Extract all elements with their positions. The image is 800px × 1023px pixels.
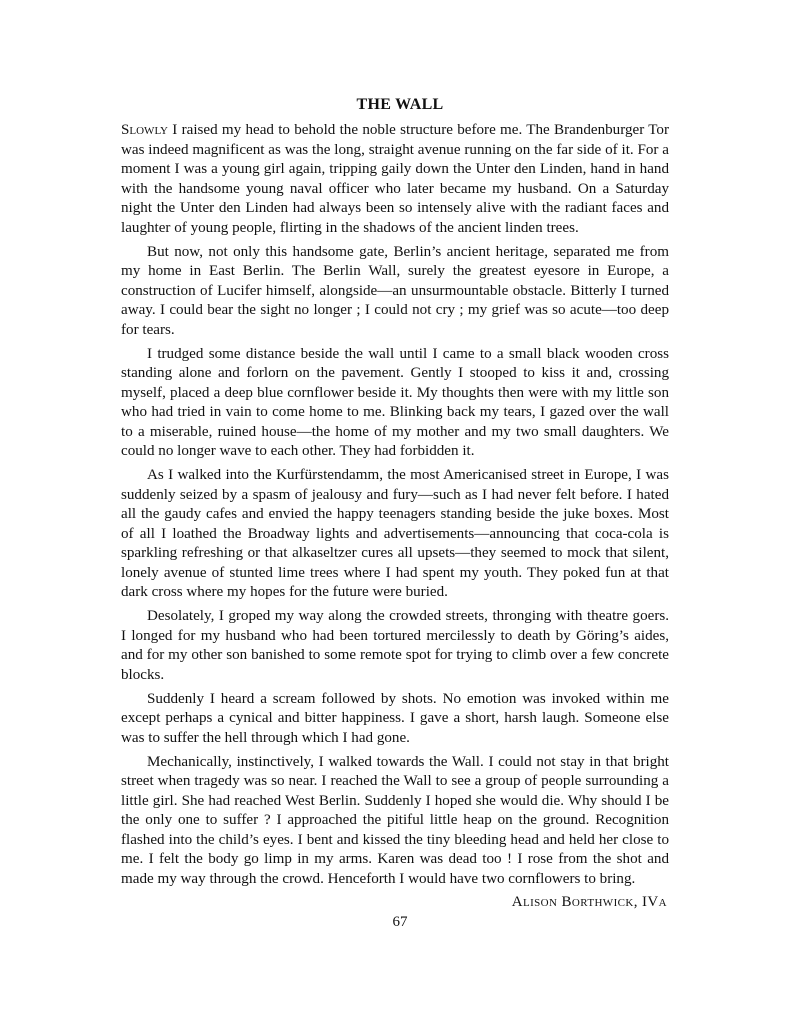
- paragraph-3: I trudged some distance beside the wall until I came to a small black wooden cross standing alone and forlorn on the pavement. Gently I stooped to kiss it and, crossing myself, placed a deep blue cornflower beside it. My thoughts then were with my little son who had tried in vain to come home to me. Blinking back my tears, I gazed over the wall to a miserable, ruined house—the home of my mother and my two small daughters. We could no longer wave to each other. They had forbidden it.: [121, 345, 669, 459]
- author-byline: Alison Borthwick, IVa: [511, 893, 667, 910]
- page-title: THE WALL: [356, 96, 444, 113]
- article-body: [121, 121, 669, 912]
- paragraph-5: Desolately, I groped my way along the crowded streets, thronging with theatre goers. I longed for my husband who had been tortured mercilessly to death by Göring’s aides, and for my other son banished to some remote spot for trying to climb over a few concrete blocks.: [121, 608, 669, 683]
- paragraph-1: [121, 121, 669, 238]
- paragraph-1-lead-word: Slowly: [121, 122, 169, 138]
- paragraph-7: Mechanically, instinctively, I walked towards the Wall. I could not stay in that bright street when tragedy was so near. I reached the Wall to see a group of people surrounding a little girl. She had reached West Berlin. Suddenly I hoped she would die. Why should I be the only one to suffer ? I approached the pitiful little heap on the ground. Recognition flashed into the child’s eyes. I bent and kissed the tiny bleeding head and held her close to me. I felt the body go limp in my arms. Karen was dead too ! I rose from the shot and made my way through the crowd. Henceforth I would have two cornflowers to bring.: [121, 753, 669, 887]
- paragraph-1-text: I raised my head to behold the noble structure before me. The Brandenburger Tor was indeed magnificent as was the long, straight avenue running on the far side of it. For a moment I was a young girl again, tripping gaily down the Unter den Linden, hand in hand with the handsome young naval officer who later became my husband. On a Saturday night the Unter den Linden had always been so intensely alive with the radiant faces and laughter of young people, flirting in the shadows of the ancient linden trees.: [121, 122, 669, 236]
- paragraph-4: As I walked into the Kurfürstendamm, the most Americanised street in Europe, I was suddenly seized by a spasm of jealousy and fury—such as I had never felt before. I hated all the gaudy cafes and envied the happy teenagers standing beside the juke boxes. Most of all I loathed the Broadway lights and advertisements—announcing that coca-cola is sparkling refreshing or that alkaseltzer cures all upsets—they seemed to mock that silent, lonely avenue of stunted lime trees where I had spent my youth. They poked fun at that dark cross where my hopes for the future were buried.: [121, 467, 669, 600]
- paragraph-2: But now, not only this handsome gate, Berlin’s ancient heritage, separated me from my home in East Berlin. The Berlin Wall, surely the greatest eyesore in Europe, a construction of Lucifer himself, alongside—an unsurmountable obstacle. Bitterly I turned away. I could bear the sight no longer ; I could not cry ; my grief was so acute—too deep for tears.: [121, 243, 669, 338]
- paragraph-6: Suddenly I heard a scream followed by shots. No emotion was invoked within me except perhaps a cynical and bitter happiness. I gave a short, harsh laugh. Someone else was to suffer the hell through which I had gone.: [121, 690, 669, 746]
- page-number: 67: [392, 914, 408, 930]
